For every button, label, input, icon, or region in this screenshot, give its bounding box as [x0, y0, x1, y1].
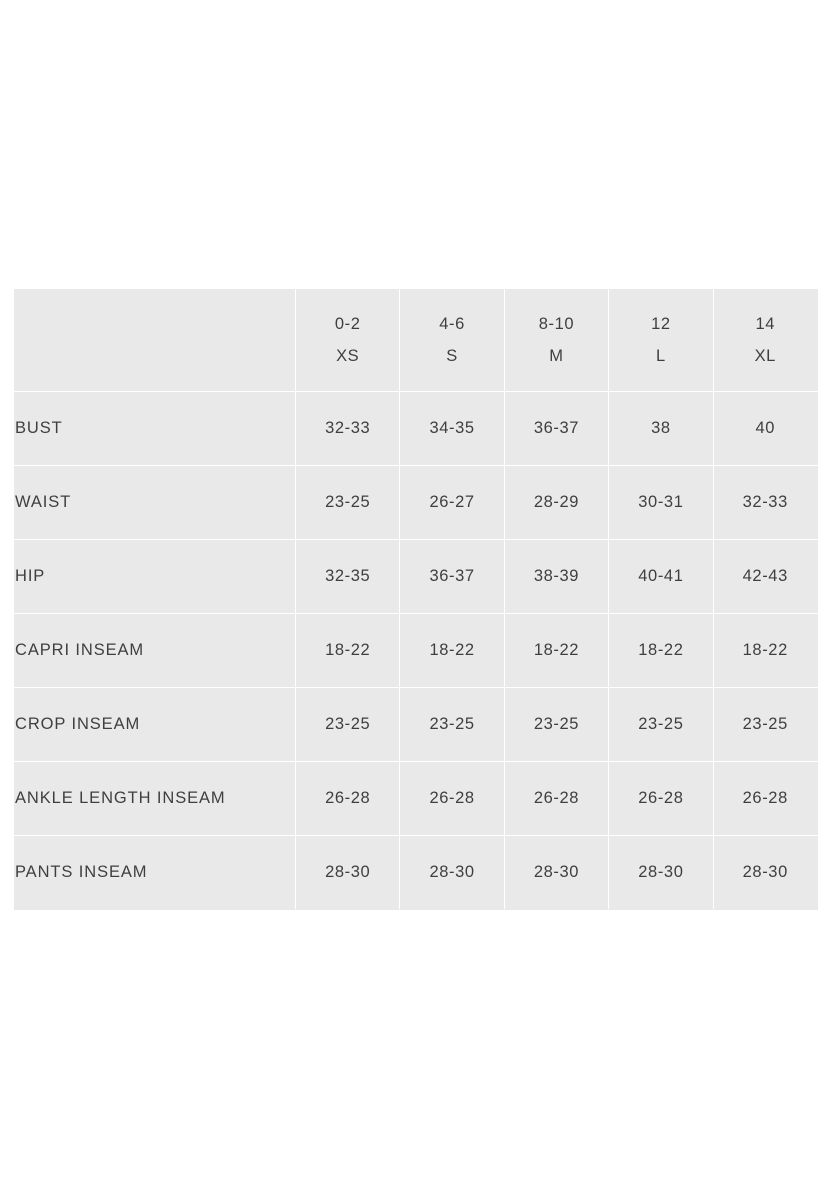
size-chart-container	[14, 289, 817, 910]
row-label: BUST	[15, 392, 296, 466]
row-value: 36-37	[504, 392, 608, 466]
row-value: 28-30	[296, 836, 400, 910]
row-label: CROP INSEAM	[15, 688, 296, 762]
table-row	[15, 392, 818, 466]
header-numeric-size: 0-2	[334, 315, 361, 333]
row-value: 34-35	[400, 392, 504, 466]
header-cell-blank	[15, 290, 296, 392]
table-row	[15, 688, 818, 762]
header-letter-size: M	[549, 347, 564, 365]
row-label: PANTS INSEAM	[15, 836, 296, 910]
row-value: 23-25	[713, 688, 817, 762]
row-value: 30-31	[609, 466, 713, 540]
header-numeric-size: 14	[755, 315, 776, 333]
row-value: 36-37	[400, 540, 504, 614]
table-row	[15, 466, 818, 540]
row-value: 26-28	[713, 762, 817, 836]
row-value: 18-22	[504, 614, 608, 688]
header-letter-size: XS	[336, 347, 360, 365]
header-letter-size: XL	[754, 347, 776, 365]
header-cell-l	[609, 290, 713, 392]
row-value: 28-30	[504, 836, 608, 910]
row-value: 23-25	[296, 466, 400, 540]
row-value: 42-43	[713, 540, 817, 614]
header-cell-m	[504, 290, 608, 392]
size-chart-table	[14, 289, 818, 910]
table-header-row	[15, 290, 818, 392]
header-letter-size: S	[446, 347, 458, 365]
row-value: 26-27	[400, 466, 504, 540]
header-cell-xs	[296, 290, 400, 392]
row-value: 18-22	[400, 614, 504, 688]
header-letter-size: L	[655, 347, 666, 365]
row-value: 28-29	[504, 466, 608, 540]
row-value: 28-30	[713, 836, 817, 910]
row-value: 40-41	[609, 540, 713, 614]
row-value: 23-25	[296, 688, 400, 762]
row-value: 40	[713, 392, 817, 466]
row-value: 38	[609, 392, 713, 466]
row-value: 32-35	[296, 540, 400, 614]
table-row	[15, 762, 818, 836]
row-value: 18-22	[609, 614, 713, 688]
row-value: 38-39	[504, 540, 608, 614]
row-value: 18-22	[713, 614, 817, 688]
table-row	[15, 540, 818, 614]
row-value: 26-28	[504, 762, 608, 836]
row-label: WAIST	[15, 466, 296, 540]
row-value: 18-22	[296, 614, 400, 688]
row-value: 23-25	[609, 688, 713, 762]
row-label: HIP	[15, 540, 296, 614]
table-row	[15, 836, 818, 910]
row-value: 32-33	[713, 466, 817, 540]
header-cell-s	[400, 290, 504, 392]
row-value: 28-30	[400, 836, 504, 910]
row-value: 26-28	[609, 762, 713, 836]
header-numeric-size: 4-6	[439, 315, 465, 333]
row-value: 23-25	[400, 688, 504, 762]
row-value: 28-30	[609, 836, 713, 910]
row-value: 32-33	[296, 392, 400, 466]
row-value: 26-28	[296, 762, 400, 836]
row-label: CAPRI INSEAM	[15, 614, 296, 688]
row-value: 23-25	[504, 688, 608, 762]
row-value: 26-28	[400, 762, 504, 836]
row-label: ANKLE LENGTH INSEAM	[15, 762, 296, 836]
header-cell-xl	[713, 290, 817, 392]
header-numeric-size: 8-10	[538, 315, 575, 333]
header-numeric-size: 12	[651, 315, 671, 333]
table-row	[15, 614, 818, 688]
